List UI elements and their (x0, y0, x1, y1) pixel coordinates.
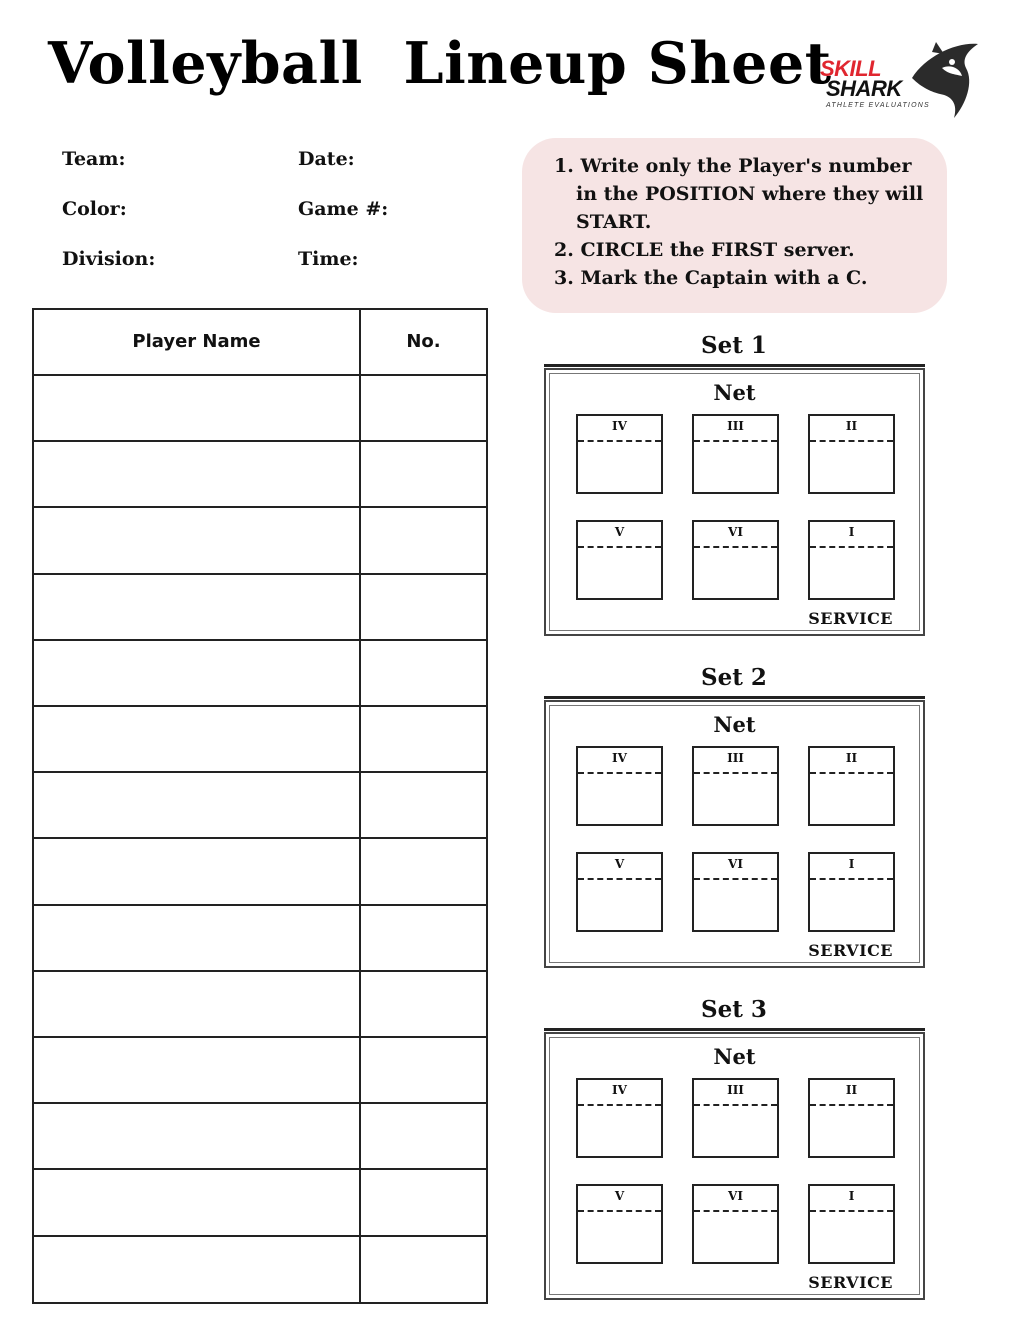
position-box[interactable] (692, 1184, 779, 1264)
position-box[interactable] (692, 414, 779, 494)
position-label: VI (728, 857, 743, 871)
position-box[interactable] (576, 414, 663, 494)
position-label: IV (612, 1083, 627, 1097)
position-dashed-line (694, 1210, 777, 1212)
position-box[interactable] (808, 746, 895, 826)
position-dashed-line (694, 878, 777, 880)
set-title: Set 2 (701, 664, 767, 691)
instructions-box (522, 138, 947, 313)
position-label: IV (612, 419, 627, 433)
table-row[interactable] (34, 1170, 486, 1236)
position-dashed-line (694, 546, 777, 548)
table-row[interactable] (34, 707, 486, 773)
position-dashed-line (694, 440, 777, 442)
position-box[interactable] (692, 520, 779, 600)
court-diagram (544, 368, 925, 636)
set-title-rule (544, 364, 925, 367)
logo-word-shark: SHARK (826, 76, 902, 101)
position-label: I (848, 1189, 855, 1203)
service-label: SERVICE (808, 941, 893, 960)
set-title-rule (544, 1028, 925, 1031)
position-label: IV (612, 751, 627, 765)
position-box[interactable] (692, 852, 779, 932)
logo-tagline: ATHLETE EVALUATIONS (826, 102, 930, 109)
instruction-item: 2. CIRCLE the FIRST server. (554, 239, 855, 261)
position-label: VI (728, 1189, 743, 1203)
number-header: No. (406, 331, 441, 352)
position-dashed-line (810, 440, 893, 442)
table-row[interactable] (34, 1038, 486, 1104)
table-row[interactable] (34, 1237, 486, 1303)
position-dashed-line (578, 1210, 661, 1212)
position-label: V (614, 525, 625, 539)
logo-word-skill: SKILL (820, 56, 882, 81)
position-dashed-line (578, 1104, 661, 1106)
position-dashed-line (810, 878, 893, 880)
position-label: I (848, 525, 855, 539)
service-label: SERVICE (808, 1273, 893, 1292)
position-label: VI (728, 525, 743, 539)
position-dashed-line (578, 772, 661, 774)
table-row[interactable] (34, 839, 486, 905)
instruction-item: 1. Write only the Player's number in the POSITION where they will START. (554, 155, 924, 233)
service-label: SERVICE (808, 609, 893, 628)
skill-shark-logo (816, 38, 984, 134)
position-box[interactable] (576, 1078, 663, 1158)
position-box[interactable] (808, 520, 895, 600)
net-label: Net (713, 1044, 756, 1069)
division-field-label: Division: (62, 248, 156, 270)
table-row[interactable] (34, 1104, 486, 1170)
instructions-list (554, 152, 934, 292)
position-dashed-line (694, 1104, 777, 1106)
date-field-label: Date: (298, 148, 355, 170)
set-title: Set 3 (701, 996, 767, 1023)
position-box[interactable] (576, 746, 663, 826)
position-box[interactable] (692, 1078, 779, 1158)
table-row[interactable] (34, 773, 486, 839)
roster-header-row (34, 310, 486, 376)
team-field-label: Team: (62, 148, 126, 170)
position-label: II (845, 1083, 858, 1097)
table-row[interactable] (34, 376, 486, 442)
position-dashed-line (578, 440, 661, 442)
net-label: Net (713, 380, 756, 405)
position-dashed-line (578, 878, 661, 880)
time-field-label: Time: (298, 248, 359, 270)
position-label: II (845, 751, 858, 765)
position-dashed-line (810, 1210, 893, 1212)
position-label: III (727, 419, 744, 433)
table-row[interactable] (34, 641, 486, 707)
position-dashed-line (810, 1104, 893, 1106)
position-box[interactable] (576, 1184, 663, 1264)
position-label: I (848, 857, 855, 871)
position-box[interactable] (808, 1078, 895, 1158)
position-box[interactable] (692, 746, 779, 826)
position-label: V (614, 1189, 625, 1203)
table-row[interactable] (34, 508, 486, 574)
position-dashed-line (694, 772, 777, 774)
court-diagram (544, 1032, 925, 1300)
color-field-label: Color: (62, 198, 127, 220)
instruction-item: 3. Mark the Captain with a C. (554, 267, 868, 289)
game-number-field-label: Game #: (298, 198, 389, 220)
position-label: II (845, 419, 858, 433)
position-dashed-line (810, 772, 893, 774)
set-title-rule (544, 696, 925, 699)
table-row[interactable] (34, 906, 486, 972)
position-box[interactable] (808, 414, 895, 494)
net-label: Net (713, 712, 756, 737)
position-label: V (614, 857, 625, 871)
position-label: III (727, 1083, 744, 1097)
position-box[interactable] (808, 852, 895, 932)
table-row[interactable] (34, 972, 486, 1038)
player-name-header: Player Name (132, 331, 261, 352)
set-title: Set 1 (701, 332, 767, 359)
court-diagram (544, 700, 925, 968)
position-dashed-line (578, 546, 661, 548)
position-box[interactable] (808, 1184, 895, 1264)
table-row[interactable] (34, 575, 486, 641)
page-title: Volleyball Lineup Sheet (48, 30, 832, 97)
table-row[interactable] (34, 442, 486, 508)
roster-table (32, 308, 488, 1304)
position-box[interactable] (576, 852, 663, 932)
position-box[interactable] (576, 520, 663, 600)
position-dashed-line (810, 546, 893, 548)
position-label: III (727, 751, 744, 765)
